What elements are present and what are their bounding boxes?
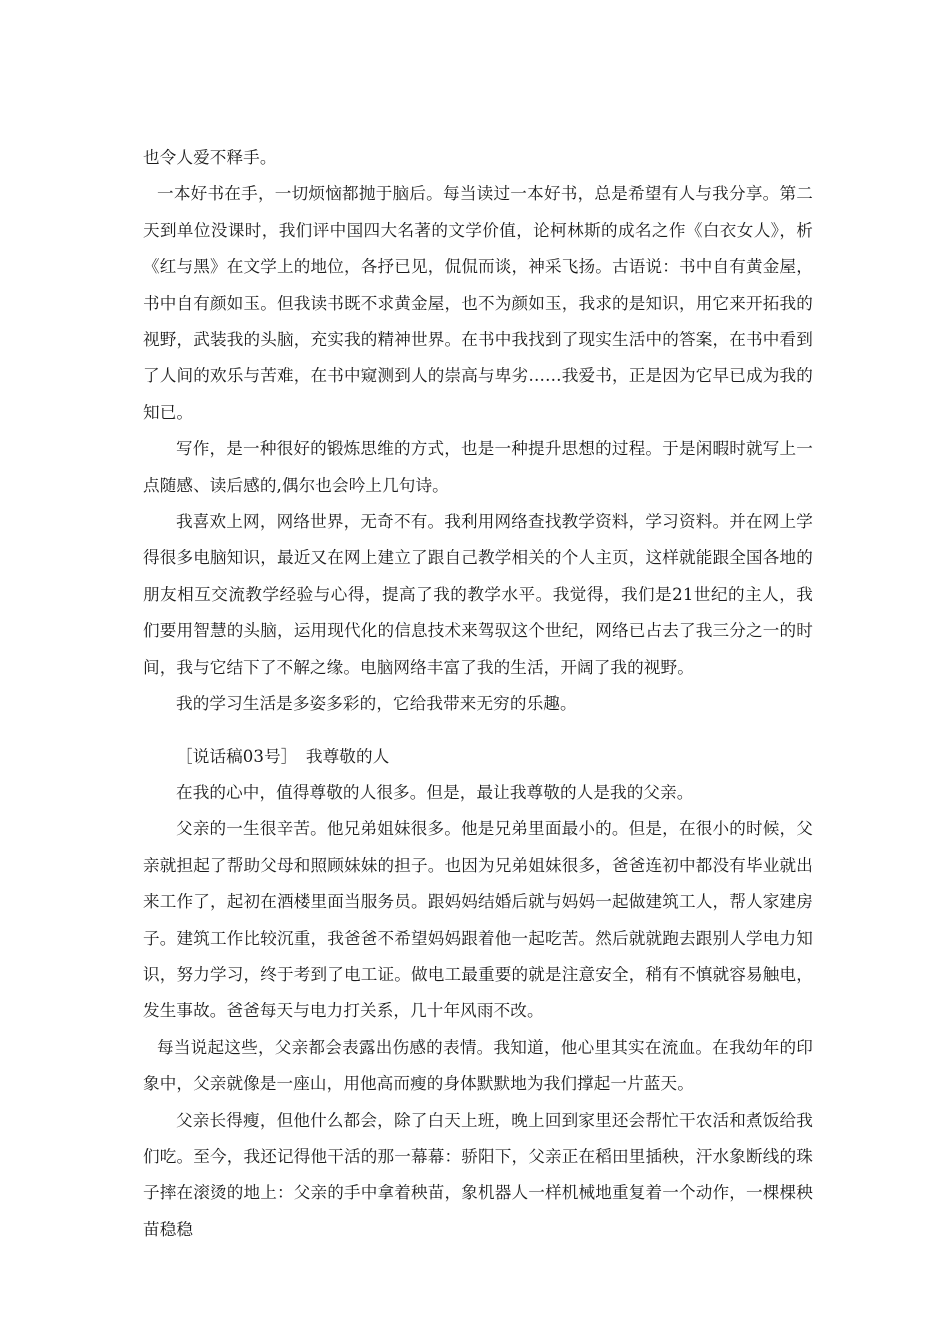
paragraph: 我喜欢上网，网络世界，无奇不有。我利用网络查找教学资料，学习资料。并在网上学得很多电脑知识，最近又在网上建立了跟自己教学相关的个人主页，这样就能跟全国各地的朋友相互交流教学经验与心得，提高了我的教学水平。我觉得，我们是21世纪的主人，我们要用智慧的头脑，运用现代化的信息技术来驾驭这个世纪，网络已占去了我三分之一的时间，我与它结下了不解之缘。电脑网络丰富了我的生活，开阔了我的视野。 (143, 512, 813, 677)
paragraph: 我的学习生活是多姿多彩的，它给我带来无穷的乐趣。 (176, 694, 577, 714)
section-title: ［说话稿03号］ 我尊敬的人 (176, 746, 390, 766)
paragraph: 父亲长得瘦，但他什么都会，除了白天上班，晚上回到家里还会帮忙干农活和煮饭给我们吃。至今，我还记得他干活的那一幕幕：骄阳下，父亲正在稻田里插秧，汗水象断线的珠子摔在滚烫的地上：父亲的手中拿着秧苗，象机器人一样机械地重复着一个动作，一棵棵秧苗稳稳 (143, 1110, 813, 1239)
paragraph: 一本好书在手，一切烦恼都抛于脑后。每当读过一本好书，总是希望有人与我分享。第二天到单位没课时，我们评中国四大名著的文学价值，论柯林斯的成名之作《白衣女人》，析《红与黑》在文学上的地位，各抒已见，侃侃而谈，神采飞扬。古语说：书中自有黄金屋，书中自有颜如玉。但我读书既不求黄金屋，也不为颜如玉，我求的是知识，用它来开拓我的视野，武装我的头脑，充实我的精神世界。在书中我找到了现实生活中的答案，在书中看到了人间的欢乐与苦难，在书中窥测到人的崇高与卑劣……我爱书，正是因为它早已成为我的知已。 (143, 184, 813, 422)
paragraph: 也令人爱不释手。 (143, 148, 277, 167)
paragraph: 父亲的一生很辛苦。他兄弟姐妹很多。他是兄弟里面最小的。但是，在很小的时候，父亲就担起了帮助父母和照顾妹妹的担子。也因为兄弟姐妹很多，爸爸连初中都没有毕业就出来工作了，起初在酒楼里面当服务员。跟妈妈结婚后就与妈妈一起做建筑工人，帮人家建房子。建筑工作比较沉重，我爸爸不希望妈妈跟着他一起吃苦。然后就就跑去跟别人学电力知识，努力学习，终于考到了电工证。做电工最重要的就是注意安全，稍有不慎就容易触电，发生事故。爸爸每天与电力打关系，几十年风雨不改。 (143, 819, 813, 1021)
paragraph: 在我的心中，值得尊敬的人很多。但是，最让我尊敬的人是我的父亲。 (176, 782, 694, 802)
section-gap (143, 723, 813, 739)
paragraph: 写作，是一种很好的锻炼思维的方式，也是一种提升思想的过程。于是闲暇时就写上一点随感、读后感的,偶尔也会吟上几句诗。 (143, 439, 813, 495)
paragraph: 每当说起这些，父亲都会表露出伤感的表情。我知道，他心里其实在流血。在我幼年的印象中，父亲就像是一座山，用他高而瘦的身体默默地为我们撑起一片蓝天。 (143, 1037, 813, 1094)
document-body (143, 140, 813, 1248)
